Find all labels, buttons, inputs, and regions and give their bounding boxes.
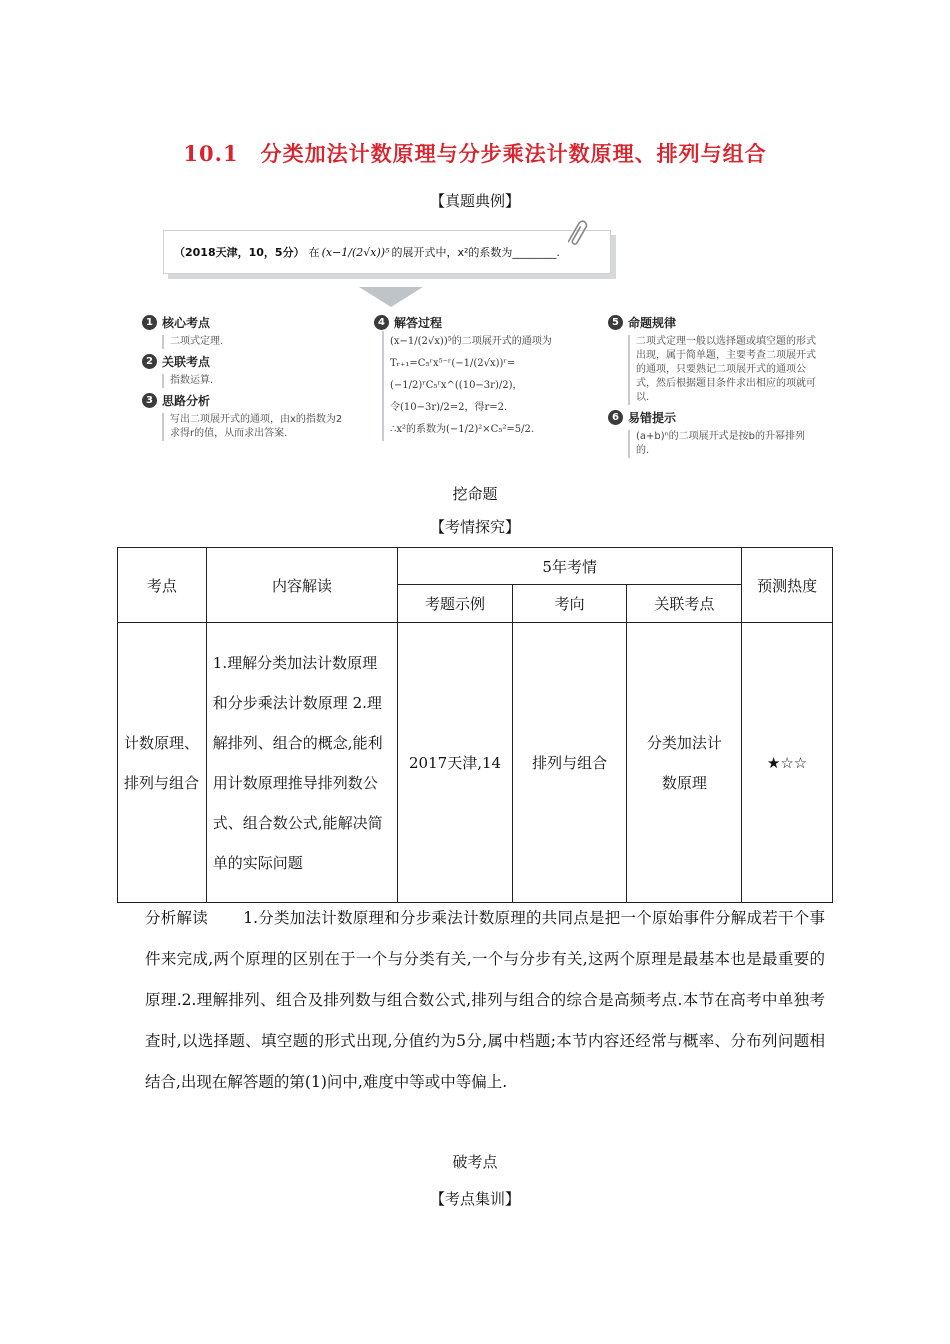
- solution-formulas: [382, 331, 589, 441]
- break-heading: 破考点: [452, 1153, 498, 1171]
- step-title: 关联考点: [162, 355, 211, 369]
- step-number-icon: 6: [608, 410, 623, 425]
- analysis-body: 1.分类加法计数原理和分步乘法计数原理的共同点是把一个原始事件分解成若干个事件来完成,两个原理的区别在于一个与分类有关,一个与分步有关,这两个原理是最基本也是最重要的原理.2.理解排列、组合及排列数与组合数公式,排列与组合的综合是高频考点.本节在高考中单独考查时,以选择题、填空题的形式出现,分值约为5分,属中档题;本节内容还经常与概率、分布列问题相结合,出现在解答题的第(1)问中,难度中等或中等偏上.: [145, 909, 825, 1091]
- step-text: 二项式定理.: [162, 335, 352, 349]
- step-text: 写出二项展开式的通项，由x的指数为2求得r的值，从而求出答案.: [162, 413, 352, 441]
- example-question-box: [163, 230, 611, 274]
- header-five-years: 5年考情: [398, 548, 742, 585]
- analysis-column-left: [142, 314, 352, 441]
- header-related: 关联考点: [627, 585, 742, 623]
- analysis-column-right: [608, 314, 818, 458]
- example-question-post: 的展开式中，x²的系数为________.: [391, 246, 560, 259]
- header-example: 考题示例: [398, 585, 513, 623]
- formula-line: Tᵣ₊₁=C₅ʳx⁵⁻ʳ(−1/(2√x))ʳ=(−1/2)ʳC₅ʳx^((10−3r)/2)，: [390, 358, 523, 391]
- step-core-point: [142, 314, 352, 331]
- header-heat: 预测热度: [742, 548, 833, 623]
- step-pitfall: [608, 409, 818, 426]
- formula-line: ∴x²的系数为(−1/2)²×C₅²=5/2.: [390, 424, 534, 435]
- formula-line: 令(10−3r)/2=2，得r=2.: [390, 402, 508, 413]
- example-source: （2018天津，10，5分）: [174, 246, 305, 259]
- paperclip-icon: [568, 216, 588, 250]
- down-arrow-icon: [359, 287, 423, 307]
- step-title: 易错提示: [628, 411, 677, 425]
- step-thinking: [142, 392, 352, 409]
- header-direction: 考向: [512, 585, 627, 623]
- step-title: 解答过程: [394, 316, 443, 330]
- cell-example: 2017天津,14: [398, 623, 513, 903]
- cell-point: 计数原理、排列与组合: [118, 623, 207, 903]
- step-text: (a+b)ⁿ的二项展开式是按b的升幂排列的.: [628, 430, 818, 458]
- dig-heading: 挖命题: [452, 485, 498, 503]
- step-number-icon: 4: [374, 315, 389, 330]
- step-text: 指数运算.: [162, 374, 352, 388]
- analysis-column-middle: [374, 314, 589, 441]
- table-title: 【考情探究】: [429, 518, 520, 536]
- header-point: 考点: [118, 548, 207, 623]
- step-number-icon: 3: [142, 393, 157, 408]
- formula-line: (x−1/(2√x))⁵的二项展开式的通项为: [390, 336, 552, 347]
- step-number-icon: 2: [142, 354, 157, 369]
- cell-heat: ★☆☆: [742, 623, 833, 903]
- analysis-paragraph: [145, 898, 825, 1103]
- train-heading: 【考点集训】: [429, 1190, 520, 1208]
- cell-direction: 排列与组合: [512, 623, 627, 903]
- header-content: 内容解读: [206, 548, 397, 623]
- example-expression: (x−1/(2√x))⁵: [321, 245, 390, 259]
- step-solution: [374, 314, 589, 331]
- cell-content: 1.理解分类加法计数原理和分步乘法计数原理 2.理解排列、组合的概念,能利用计数原理推导排列数公式、组合数公式,能解决简单的实际问题: [206, 623, 397, 903]
- exam-info-table: [117, 547, 833, 903]
- step-related-point: [142, 353, 352, 370]
- example-question-pre: 在: [308, 246, 320, 259]
- step-text: 二项式定理一般以选择题或填空题的形式出现，属于简单题，主要考查二项展开式的通项，只要熟记二项展开式的通项公式，然后根据题目条件求出相应的项就可以.: [628, 335, 818, 405]
- step-title: 思路分析: [162, 394, 211, 408]
- step-number-icon: 5: [608, 315, 623, 330]
- step-title: 命题规律: [628, 316, 677, 330]
- step-pattern: [608, 314, 818, 331]
- page-title: 10.1 分类加法计数原理与分步乘法计数原理、排列与组合: [183, 141, 767, 166]
- step-title: 核心考点: [162, 316, 211, 330]
- step-number-icon: 1: [142, 315, 157, 330]
- analysis-label: 分析解读: [145, 909, 209, 927]
- section-example-heading: 【真题典例】: [429, 192, 520, 210]
- cell-related: 分类加法计数原理: [627, 623, 742, 903]
